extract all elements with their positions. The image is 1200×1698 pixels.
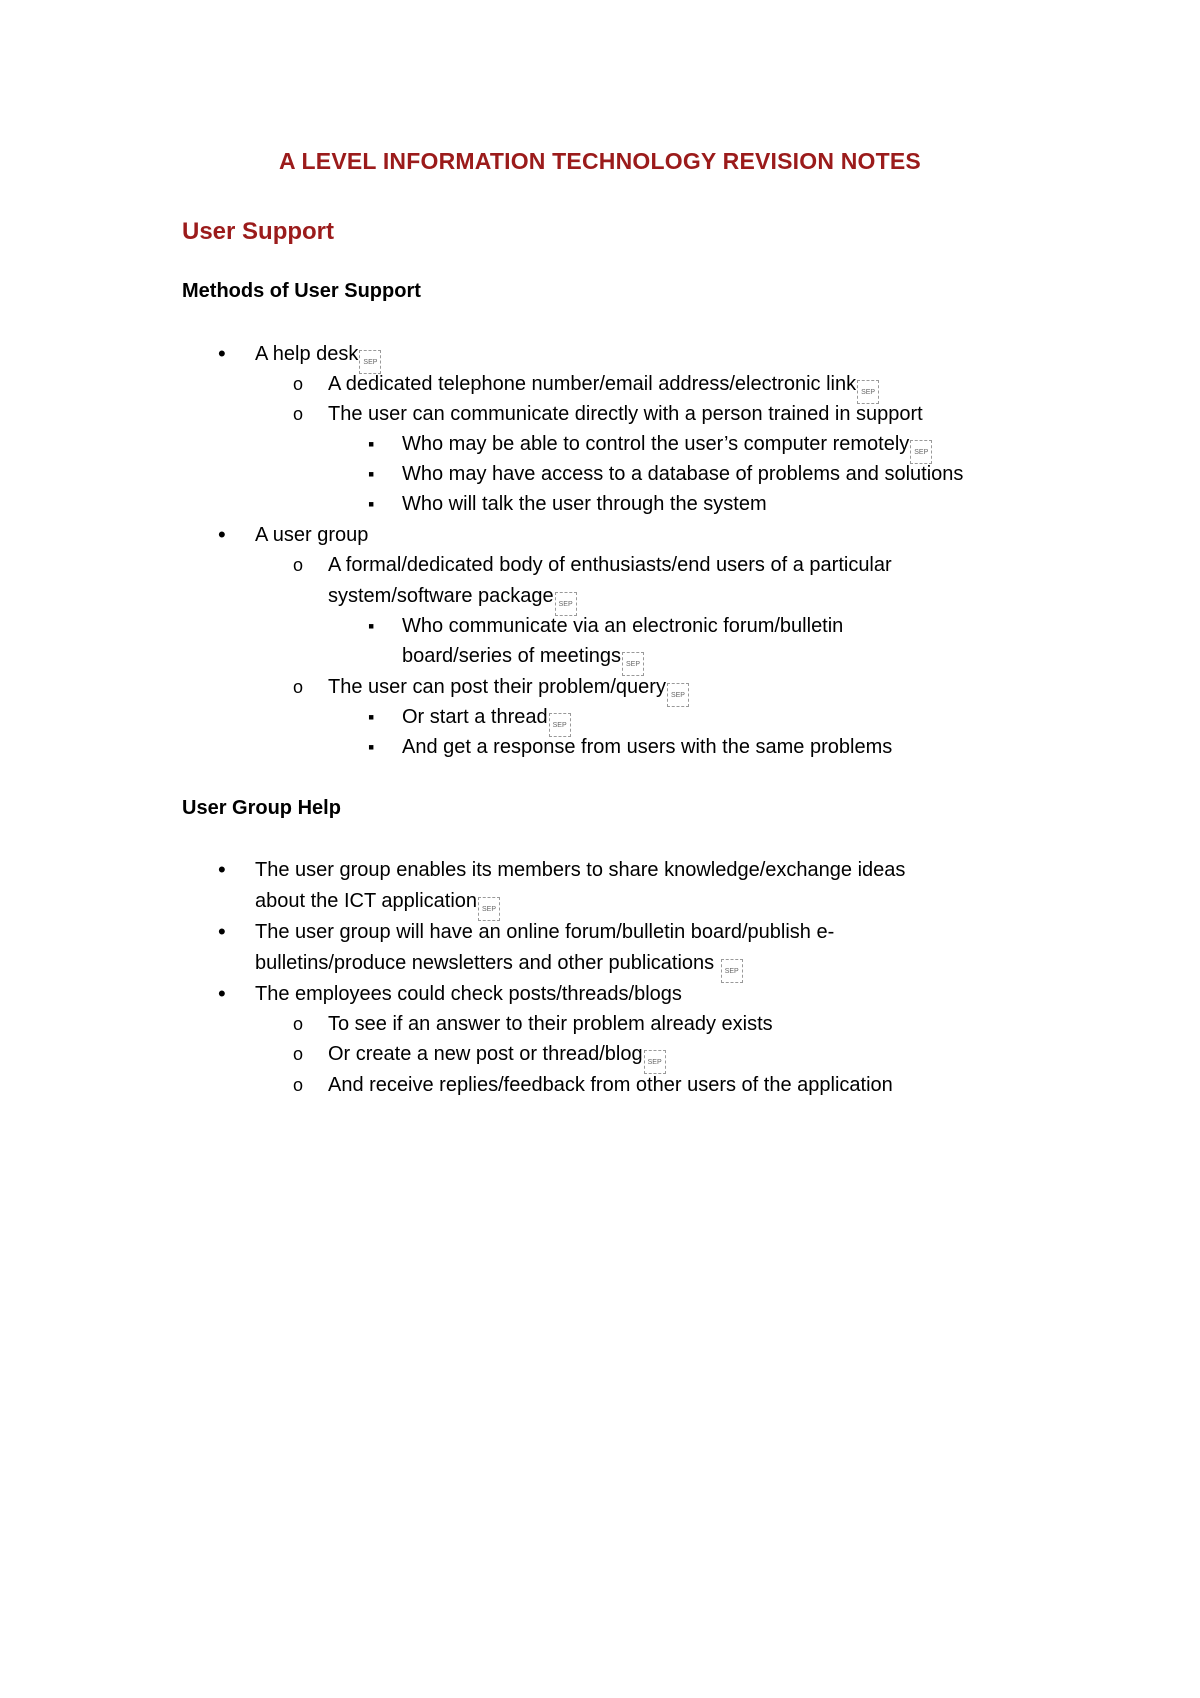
list-item: The user group enables its members to share knowledge/exchange ideas [255,859,906,881]
circle-bullet-icon: o [293,1044,304,1064]
list-item-continuation: bulletins/produce newsletters and other publications SEP [255,948,743,983]
help-heading: User Group Help [182,797,341,819]
list-item: A dedicated telephone number/email address/electronic link SEP [328,369,879,404]
list-item-continuation: about the ICT application SEP [255,886,500,921]
sep-icon: SEP [478,897,500,921]
list-item: And receive replies/feedback from other users of the application [328,1074,893,1096]
list-item: A help desk SEP [255,339,381,374]
list-item: The user can post their problem/query SEP [328,672,689,707]
square-bullet-icon: ▪ [368,707,375,727]
circle-bullet-icon: o [293,1075,304,1095]
list-item: Or create a new post or thread/blog SEP [328,1039,666,1074]
list-item: A formal/dedicated body of enthusiasts/end users of a particular [328,554,892,576]
square-bullet-icon: ▪ [368,434,375,454]
list-item: To see if an answer to their problem already exists [328,1013,773,1035]
square-bullet-icon: ▪ [368,737,375,757]
list-item: Who may be able to control the user’s computer remotely SEP [402,429,932,464]
circle-bullet-icon: o [293,1014,304,1034]
bullet-icon: • [218,522,226,547]
bullet-icon: • [218,981,226,1006]
bullet-icon: • [218,919,226,944]
sep-icon: SEP [555,592,577,616]
sep-icon: SEP [359,350,381,374]
sep-icon: SEP [644,1050,666,1074]
circle-bullet-icon: o [293,404,304,424]
circle-bullet-icon: o [293,555,304,575]
circle-bullet-icon: o [293,677,304,697]
square-bullet-icon: ▪ [368,616,375,636]
list-item: The user group will have an online forum/bulletin board/publish e- [255,921,835,943]
sep-icon: SEP [857,380,879,404]
list-item: Who communicate via an electronic forum/bulletin [402,615,844,637]
bullet-icon: • [218,341,226,366]
sep-icon: SEP [910,440,932,464]
list-item: Who will talk the user through the system [402,493,767,515]
square-bullet-icon: ▪ [368,464,375,484]
list-item-continuation: board/series of meetings SEP [402,641,644,676]
list-item: The user can communicate directly with a person trained in support [328,403,923,425]
list-item: And get a response from users with the same problems [402,736,893,758]
sep-icon: SEP [622,652,644,676]
square-bullet-icon: ▪ [368,494,375,514]
list-item: Or start a thread SEP [402,702,571,737]
section-heading: User Support [182,218,335,245]
sep-icon: SEP [667,683,689,707]
list-item: A user group [255,524,369,546]
document-title: A LEVEL INFORMATION TECHNOLOGY REVISION NOTES [279,148,921,174]
circle-bullet-icon: o [293,374,304,394]
list-item: The employees could check posts/threads/blogs [255,983,682,1005]
list-item-continuation: system/software package SEP [328,581,577,616]
sep-icon: SEP [721,959,743,983]
list-item: Who may have access to a database of problems and solutions [402,463,964,485]
sep-icon: SEP [549,713,571,737]
bullet-icon: • [218,857,226,882]
methods-heading: Methods of User Support [182,280,421,302]
